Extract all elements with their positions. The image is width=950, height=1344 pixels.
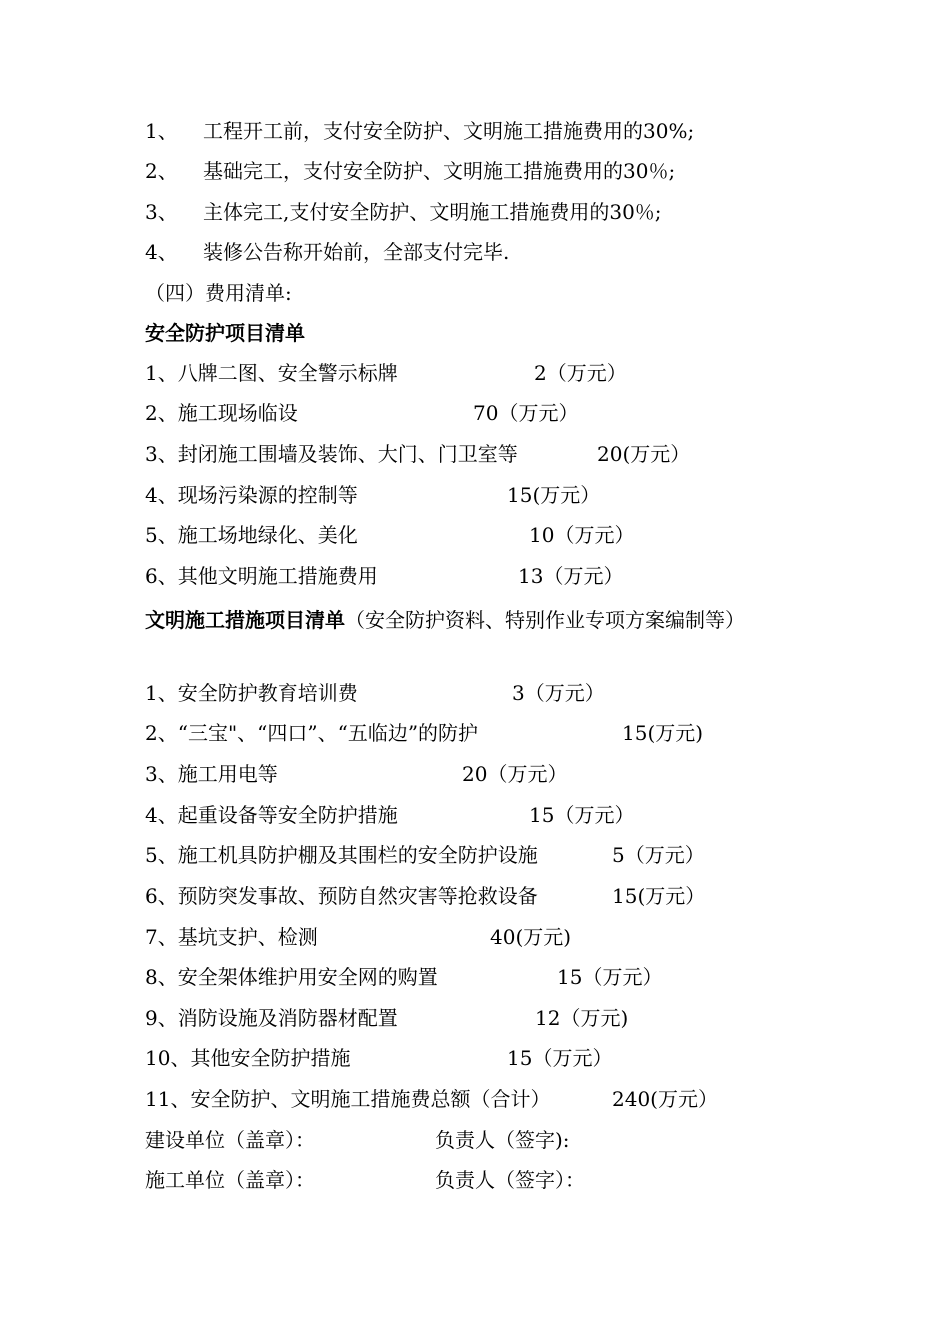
fee-item [145, 1045, 613, 1071]
responsible-person-label: 负责人（签字）： [435, 1168, 585, 1192]
payment-item-number: 2、 [145, 159, 178, 183]
fee-item [145, 563, 624, 589]
fee-item-amount: 3（万元） [512, 681, 605, 705]
fee-item [145, 802, 635, 828]
unit-seal-label: 施工单位（盖章）： [145, 1168, 315, 1192]
fee-item-amount: 12（万元) [535, 1006, 629, 1030]
payment-item-text: 主体完工,支付安全防护、文明施工措施费用的30％; [203, 200, 662, 224]
civil-section-title: 文明施工措施项目清单 [145, 608, 345, 632]
signature-row [145, 1127, 570, 1153]
payment-item-number: 1、 [145, 119, 178, 143]
fee-item [145, 924, 572, 950]
fee-item [145, 842, 705, 868]
fee-item [145, 1005, 629, 1031]
fee-item-amount: 70（万元） [473, 401, 579, 425]
fee-item-amount: 10（万元） [529, 523, 635, 547]
fee-item-label: 10、其他安全防护措施 [145, 1046, 351, 1070]
payment-item-text: 工程开工前，支付安全防护、文明施工措施费用的30%; [203, 119, 695, 143]
fee-item-amount: 15（万元） [529, 803, 635, 827]
fee-item-amount: 15(万元） [507, 483, 601, 507]
fee-item-amount: 15(万元) [622, 721, 704, 745]
fee-item-label: 11、安全防护、文明施工措施费总额（合计） [145, 1087, 551, 1111]
payment-item [145, 158, 675, 184]
fee-item [145, 482, 601, 508]
fee-list-heading: （四）费用清单: [145, 281, 292, 305]
fee-item-label: 3、施工用电等 [145, 762, 278, 786]
fee-item-amount: 240(万元） [612, 1087, 718, 1111]
payment-item [145, 199, 662, 225]
fee-item-label: 9、消防设施及消防器材配置 [145, 1006, 398, 1030]
fee-item-amount: 40(万元) [490, 925, 572, 949]
fee-item-amount: 2（万元） [534, 361, 627, 385]
fee-item [145, 761, 568, 787]
fee-item-label: 5、施工场地绿化、美化 [145, 523, 358, 547]
fee-item-total [145, 1086, 718, 1112]
payment-item-number: 4、 [145, 240, 178, 264]
fee-item-label: 4、现场污染源的控制等 [145, 483, 358, 507]
fee-item-amount: 5（万元） [612, 843, 705, 867]
fee-item-label: 8、安全架体维护用安全网的购置 [145, 965, 438, 989]
fee-item [145, 522, 635, 548]
payment-item [145, 118, 694, 144]
fee-item [145, 964, 663, 990]
fee-item-label: 1、八牌二图、安全警示标牌 [145, 361, 398, 385]
responsible-person-label: 负责人（签字): [435, 1128, 570, 1152]
payment-item [145, 239, 509, 265]
safety-section-title: 安全防护项目清单 [145, 321, 305, 345]
fee-item-amount: 15（万元） [507, 1046, 613, 1070]
fee-item-label: 7、基坑支护、检测 [145, 925, 318, 949]
fee-item-label: 5、施工机具防护棚及其围栏的安全防护设施 [145, 843, 538, 867]
fee-item-label: 1、安全防护教育培训费 [145, 681, 358, 705]
civil-section-header [145, 603, 815, 637]
fee-item-label: 4、起重设备等安全防护措施 [145, 803, 398, 827]
fee-item-label: 2、施工现场临设 [145, 401, 298, 425]
payment-item-number: 3、 [145, 200, 178, 224]
civil-section-note: （安全防护资料、特别作业专项方案编制等） [345, 608, 745, 632]
fee-item [145, 360, 627, 386]
fee-item-label: 6、其他文明施工措施费用 [145, 564, 378, 588]
signature-row [145, 1167, 585, 1193]
fee-item-label: 6、预防突发事故、预防自然灾害等抢救设备 [145, 884, 538, 908]
fee-item-amount: 13（万元） [518, 564, 624, 588]
payment-item-text: 装修公告称开始前，全部支付完毕. [203, 240, 510, 264]
fee-item [145, 680, 605, 706]
fee-item-label: 3、封闭施工围墙及装饰、大门、门卫室等 [145, 442, 518, 466]
fee-item-amount: 15（万元） [557, 965, 663, 989]
fee-item-amount: 20(万元） [597, 442, 691, 466]
fee-item [145, 720, 704, 746]
fee-item-amount: 15(万元） [612, 884, 706, 908]
payment-item-text: 基础完工，支付安全防护、文明施工措施费用的30％; [203, 159, 676, 183]
fee-item [145, 883, 706, 909]
fee-item-label: 2、“三宝"、“四口”、“五临边”的防护 [145, 721, 479, 745]
unit-seal-label: 建设单位（盖章）： [145, 1128, 315, 1152]
fee-item-amount: 20（万元） [462, 762, 568, 786]
fee-item [145, 400, 579, 426]
fee-item [145, 441, 691, 467]
